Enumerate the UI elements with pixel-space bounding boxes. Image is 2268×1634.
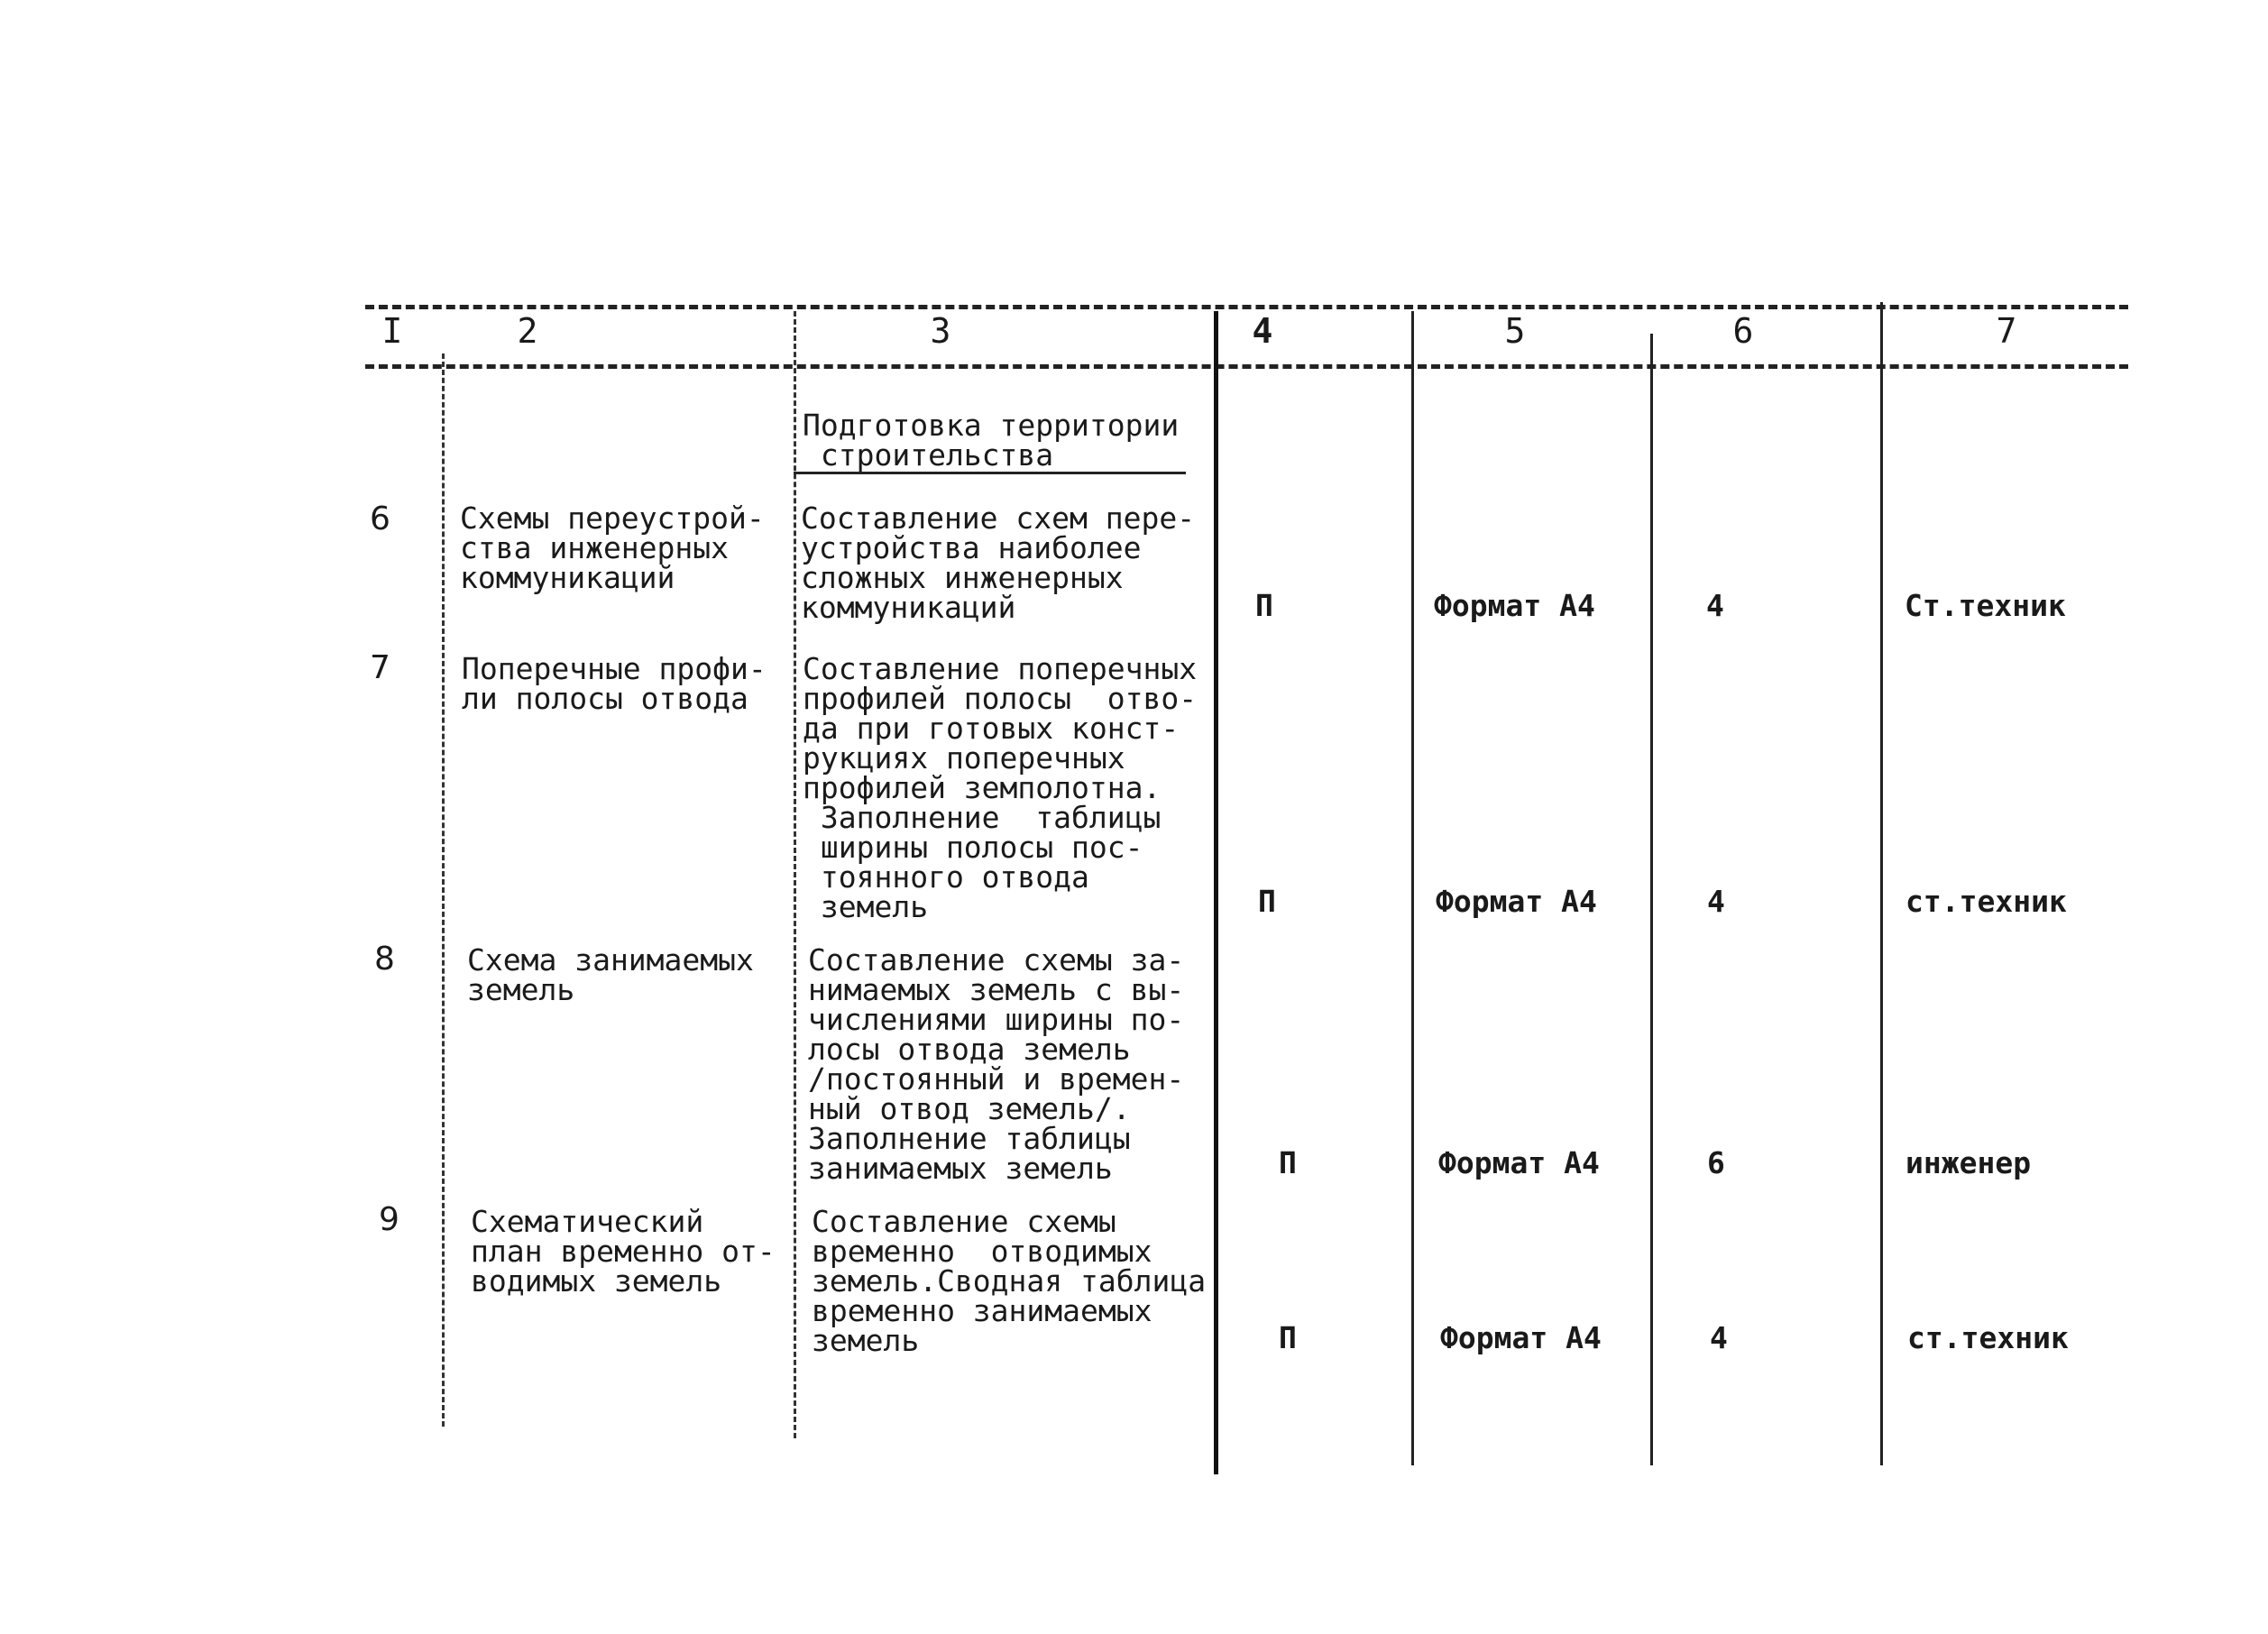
row-category: П [1258, 884, 1276, 919]
row-count: 6 [1707, 1145, 1725, 1180]
header-bottom-rule [365, 364, 2128, 369]
row-count: 4 [1707, 884, 1725, 919]
column-header-1: I [381, 311, 403, 351]
row-name: Поперечные профи- ли полосы отвода [462, 651, 767, 716]
column-header-2: 2 [517, 311, 538, 351]
column-rule-5 [1650, 334, 1653, 1465]
column-header-7: 7 [1996, 311, 2017, 351]
row-performer: инженер [1905, 1145, 2032, 1180]
column-rule-6 [1880, 302, 1883, 1465]
row-category: П [1279, 1145, 1297, 1180]
column-rule-3 [1214, 311, 1218, 1474]
row-number: 6 [370, 500, 390, 537]
column-header-3: 3 [930, 311, 951, 351]
row-format: Формат А4 [1438, 1145, 1600, 1180]
column-header-6: 6 [1732, 311, 1754, 351]
row-number: 9 [379, 1201, 399, 1238]
row-count: 4 [1710, 1320, 1728, 1355]
row-performer: Ст.техник [1905, 588, 2066, 623]
row-format: Формат А4 [1440, 1320, 1602, 1355]
row-performer: ст.техник [1907, 1320, 2069, 1355]
header-top-rule [365, 305, 2128, 309]
section-title: Подготовка территории строительства [803, 408, 1180, 473]
row-name: Схематический план временно от- водимых земель [471, 1204, 776, 1299]
row-content: Составление схемы временно отводимых земель.Сводная таблица временно занимаемых земель [812, 1204, 1207, 1358]
column-header-4: 4 [1252, 311, 1273, 351]
column-rule-1 [442, 353, 445, 1427]
row-number: 8 [374, 941, 395, 978]
row-content: Составление схемы за- нимаемых земель с вы- числениями ширины по- лосы отвода земель /постоянный и времен- ный отвод земель/. Заполнение таблицы занимаемых земель [808, 942, 1185, 1186]
column-header-5: 5 [1504, 311, 1526, 351]
row-name: Схемы переустрой- ства инженерных коммуникаций [460, 500, 765, 595]
row-number: 7 [370, 649, 390, 686]
row-performer: ст.техник [1905, 884, 2067, 919]
section-title-underline [794, 472, 1186, 474]
row-name: Схема занимаемых земель [467, 942, 754, 1007]
row-category: П [1255, 588, 1273, 623]
row-format: Формат А4 [1436, 884, 1597, 919]
row-content: Составление поперечных профилей полосы отво- да при готовых конст- рукциях поперечных профилей земполотна. Заполнение таблицы ширины полосы пос- тоянного отвода земель [803, 651, 1198, 924]
row-format: Формат А4 [1434, 588, 1595, 623]
row-category: П [1279, 1320, 1297, 1355]
column-rule-2 [794, 311, 796, 1438]
row-content: Составление схем пере- устройства наиболее сложных инженерных коммуникаций [801, 500, 1196, 625]
column-rule-4 [1411, 311, 1414, 1465]
row-count: 4 [1706, 588, 1724, 623]
